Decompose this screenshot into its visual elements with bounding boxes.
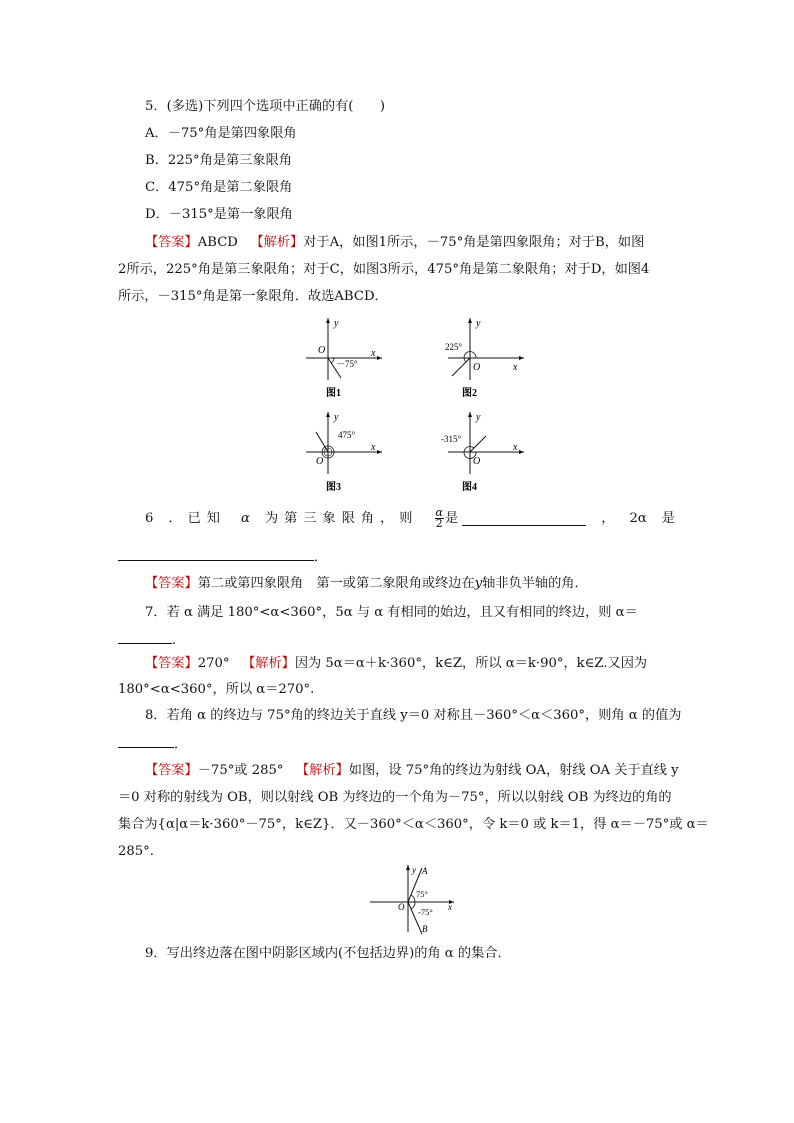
- q5-analysis-3: 所示，－315°角是第一象限角．故选ABCD．: [118, 289, 388, 304]
- answer-tag: 【答案】: [145, 235, 198, 250]
- q7-blank: [118, 629, 172, 644]
- analysis-tag: 【解析】: [250, 235, 304, 250]
- q6-blank-line: [118, 546, 327, 568]
- q9-stem: 9．写出终边落在图中阴影区域内(不包括边界)的角 α 的集合．: [145, 946, 511, 961]
- q5-option-d: D．－315°是第一象限角: [145, 207, 293, 222]
- angle-label: 475°: [338, 430, 356, 440]
- ray-a-label: A: [422, 866, 428, 876]
- angle-neg75-label: -75°: [418, 907, 433, 917]
- q6-answer-b: 轴非负半轴的角．: [482, 576, 588, 591]
- q8-analysis-2: ＝0 对称的射线为 OB，则以射线 OB 为终边的一个角为－75°，所以以射线 OB 为终边的角的: [118, 790, 672, 805]
- q7-analysis-1: 因为 5α＝α＋k·360°，k∈Z，所以 α＝k·90°，k∈Z.又因为: [294, 656, 648, 671]
- axis-y-label: y: [412, 865, 416, 875]
- q6-comma: ，: [601, 510, 615, 526]
- q8-analysis-1: 如图，设 75°角的终边为射线 OA，射线 OA 关于直线 y: [348, 763, 679, 778]
- q8-answer-line: [145, 761, 679, 781]
- origin-label: O: [473, 362, 481, 373]
- q6-blank-2: [118, 546, 314, 561]
- q6-text-3: 是: [444, 510, 459, 526]
- q5-analysis-1: 对于A，如图1所示，－75°角是第四象限角；对于B，如图: [303, 235, 645, 250]
- angle-label: -315°: [441, 434, 462, 444]
- q8-stem: 8．若角 α 的终边与 75°角的终边关于直线 y＝0 对称且－360°＜α＜360°，则角 α 的值为: [145, 708, 682, 723]
- answer-tag: 【答案】: [145, 656, 198, 671]
- q8-analysis-4: 285°.: [118, 844, 154, 859]
- q6-text-1: ．已知: [168, 510, 226, 526]
- q7-analysis-2: 180°<α<360°，所以 α＝270°.: [118, 682, 315, 697]
- q8-blank-line: [118, 733, 187, 755]
- q5-option-b: B．225°角是第三象限角: [145, 153, 292, 168]
- q6-text-4: 是: [661, 510, 675, 526]
- figure-4: [440, 408, 530, 494]
- figure-1: [298, 314, 388, 400]
- q5-analysis-2: 2所示，225°角是第三象限角；对于C，如图3所示，475°角是第二象限角；对于D，如图4: [118, 262, 650, 277]
- answer-tag: 【答案】: [145, 763, 198, 778]
- q8-analysis-3: 集合为{α|α＝k·360°－75°，k∈Z}．又－360°＜α＜360°，令 k＝0 或 k＝1，得 α＝－75°或 α＝: [118, 817, 709, 832]
- analysis-tag: 【解析】: [296, 763, 349, 778]
- q8-figure: [366, 862, 462, 936]
- q7-blank-line: [118, 629, 176, 651]
- origin-label: O: [318, 345, 326, 356]
- axis-x-label: x: [371, 442, 376, 453]
- figure-caption: 图1: [326, 388, 341, 399]
- origin-label: O: [398, 902, 405, 912]
- q8-blank: [118, 733, 174, 748]
- q8-end: ．: [174, 737, 188, 752]
- q5-stem: 5．(多选)下列四个选项中正确的有( ): [145, 99, 385, 114]
- angle-75-label: 75°: [416, 889, 428, 899]
- axis-y-label: y: [334, 318, 339, 329]
- angle-label: －75°: [336, 359, 358, 369]
- q5-option-a: A．－75°角是第四象限角: [145, 126, 297, 141]
- figure-caption: 图2: [462, 388, 477, 399]
- q6-stem: [145, 508, 675, 529]
- origin-label: O: [316, 456, 324, 467]
- q7-answer: 270°: [197, 656, 230, 671]
- axis-y-label: y: [334, 412, 339, 423]
- angle-label: 225°: [445, 342, 463, 352]
- q8-answer: －75°或 285°: [197, 763, 284, 778]
- figure-caption: 图4: [462, 482, 477, 493]
- axis-x-label: x: [513, 442, 518, 453]
- origin-label: O: [473, 456, 481, 467]
- q6-fraction: $\frac{\alpha}{2}$: [435, 506, 443, 530]
- q6-two-alpha: 2α: [629, 510, 647, 526]
- axis-x-label: x: [371, 348, 376, 359]
- q7-stem: 7．若 α 满足 180°<α<360°，5α 与 α 有相同的始边，且又有相同的终边，则 α＝: [145, 605, 638, 620]
- q6-blank-1: [462, 511, 586, 526]
- q5-option-c: C．475°角是第二象限角: [145, 180, 293, 195]
- q6-answer-y: y: [474, 576, 483, 591]
- q6-text-2: 为第三象限角，则: [265, 510, 419, 526]
- axis-x-label: x: [448, 902, 452, 912]
- q6-answer-line: [145, 574, 588, 594]
- ray-b-label: B: [422, 924, 428, 934]
- axis-y-label: y: [476, 412, 481, 423]
- q7-answer-line: [145, 654, 647, 674]
- analysis-tag: 【解析】: [242, 656, 295, 671]
- figure-caption: 图3: [326, 482, 341, 493]
- q7-end: .: [172, 633, 177, 648]
- answer-tag: 【答案】: [145, 576, 198, 591]
- q6-answer-a: 第二或第四象限角 第一或第二象限角或终边在: [197, 576, 475, 591]
- q5-answer-line: [145, 233, 644, 253]
- q6-end: ．: [314, 550, 328, 565]
- q6-number: 6: [145, 510, 154, 526]
- axis-y-label: y: [476, 318, 481, 329]
- axis-x-label: x: [513, 362, 518, 373]
- q6-alpha: α: [241, 510, 250, 526]
- figure-2: [440, 314, 530, 400]
- figure-3: [298, 408, 388, 494]
- q5-answer: ABCD: [197, 235, 238, 250]
